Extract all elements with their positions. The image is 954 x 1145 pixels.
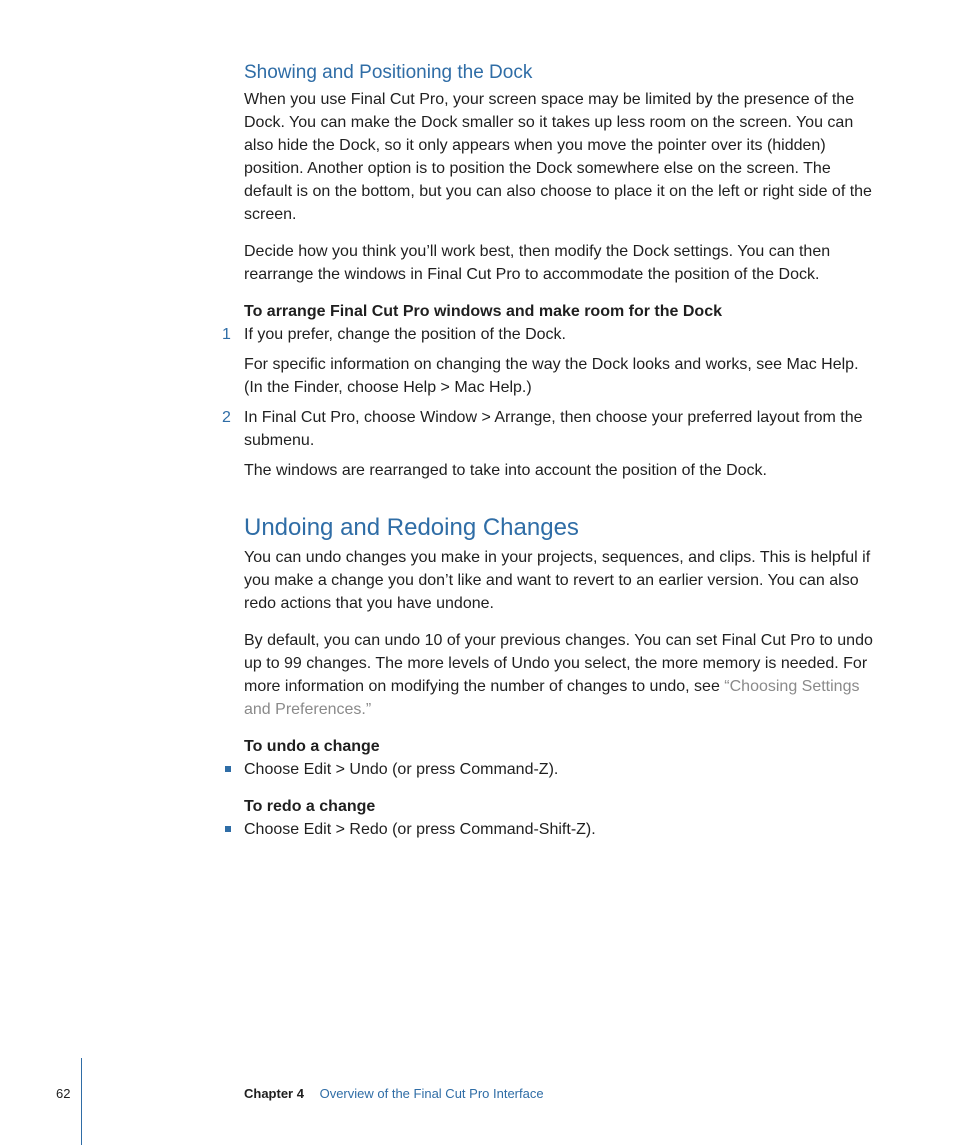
step-text: If you prefer, change the position of the Dock. — [244, 326, 566, 343]
step-2 — [222, 406, 876, 452]
bullet-icon — [225, 766, 231, 772]
step-1 — [222, 323, 876, 346]
task-title-undo: To undo a change — [244, 738, 380, 755]
preferences-link[interactable]: “Choosing Settings and Preferences.” — [244, 678, 860, 718]
redo-bullet-item — [244, 818, 876, 841]
section-heading-dock: Showing and Positioning the Dock — [244, 62, 533, 83]
chapter-label: Chapter 4 — [244, 1086, 304, 1101]
undo-intro-paragraph: You can undo changes you make in your projects, sequences, and clips. This is helpful if you make a change you don’t like and want to revert to an earlier version. You can also redo actions that you have undone. — [244, 549, 871, 612]
undo-levels-text: By default, you can undo 10 of your previous changes. You can set Final Cut Pro to undo up to 99 changes. The more levels of Undo you select, the more memory is needed. For more information on modifying the number of changes to undo, see — [244, 632, 873, 695]
bullet-text: Choose Edit > Redo (or press Command-Shift-Z). — [244, 821, 596, 838]
task-title-arrange: To arrange Final Cut Pro windows and make room for the Dock — [244, 303, 722, 320]
step-note: The windows are rearranged to take into account the position of the Dock. — [244, 462, 767, 479]
undo-levels-paragraph — [244, 629, 876, 721]
bullet-text: Choose Edit > Undo (or press Command-Z). — [244, 761, 559, 778]
section-heading-undo: Undoing and Redoing Changes — [244, 514, 579, 541]
step-text: In Final Cut Pro, choose Window > Arrange, then choose your preferred layout from the submenu. — [244, 409, 863, 449]
dock-settings-paragraph: Decide how you think you’ll work best, then modify the Dock settings. You can then rearrange the windows in Final Cut Pro to accommodate the position of the Dock. — [244, 243, 831, 283]
step-number: 2 — [222, 409, 231, 426]
section-undo-redo — [244, 512, 876, 841]
footer-chapter — [244, 1086, 544, 1101]
page-number: 62 — [56, 1086, 71, 1101]
step-number: 1 — [222, 326, 231, 343]
step-note: For specific information on changing the way the Dock looks and works, see Mac Help. (In the Finder, choose Help > Mac Help.) — [244, 356, 859, 396]
page-content — [222, 60, 876, 841]
dock-intro-paragraph: When you use Final Cut Pro, your screen space may be limited by the presence of the Dock. You can make the Dock smaller so it takes up less room on the screen. You can also hide the Dock, so it only appears when you move the pointer over its (hidden) position. Another option is to position the Dock somewhere else on the screen. The default is on the bottom, but you can also choose to place it on the left or right side of the screen. — [244, 91, 872, 223]
chapter-title-link[interactable]: Overview of the Final Cut Pro Interface — [319, 1086, 544, 1101]
footer-divider — [81, 1058, 82, 1145]
task-title-redo: To redo a change — [244, 798, 376, 815]
bullet-icon — [225, 826, 231, 832]
undo-bullet-item — [244, 758, 876, 781]
